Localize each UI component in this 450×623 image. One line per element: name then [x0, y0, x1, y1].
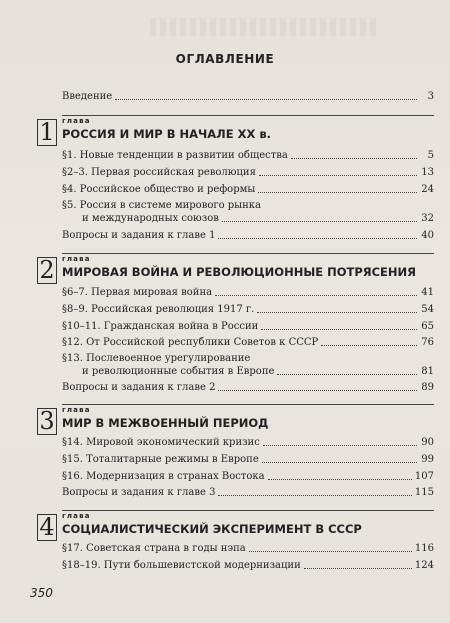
chapter-label: глава	[62, 117, 91, 125]
chapter-rule	[62, 404, 434, 405]
toc-entry-page: 13	[421, 167, 434, 178]
leader-dots	[258, 192, 417, 193]
toc-entry-page: 116	[414, 543, 434, 554]
leader-dots	[115, 99, 417, 100]
toc-entry-label: Вопросы и задания к главе 3	[62, 487, 216, 498]
toc-entry-label: §6–7. Первая мировая война	[62, 287, 213, 298]
leader-dots	[304, 568, 412, 569]
toc-entry-page: 41	[421, 287, 434, 298]
toc-entry-questions[interactable]	[62, 229, 434, 242]
leader-dots	[262, 462, 417, 463]
chapter-title: РОССИЯ И МИР В НАЧАЛЕ XX в.	[62, 127, 271, 141]
toc-entry-line-1: §5. Россия в системе мирового рынка	[62, 200, 262, 211]
toc-entry-label: §17. Советская страна в годы нэпа	[62, 543, 246, 554]
chapter-label: глава	[62, 512, 91, 520]
toc-entry-label: §14. Мировой экономический кризис	[62, 437, 260, 448]
toc-entry-label: Вопросы и задания к главе 1	[62, 230, 216, 241]
leader-dots	[218, 238, 417, 239]
chapter-label: глава	[62, 406, 91, 414]
toc-entry-page: 124	[414, 560, 434, 571]
leader-dots	[215, 295, 417, 296]
toc-entry-page: 65	[421, 321, 434, 332]
chapter-rule	[62, 115, 434, 116]
chapter-rule	[62, 510, 434, 511]
leader-dots	[218, 495, 411, 496]
leader-dots	[222, 221, 417, 222]
chapter-number-box: 4	[37, 514, 57, 541]
bleed-through-text	[150, 18, 380, 36]
toc-entry[interactable]	[62, 453, 434, 466]
toc-entry[interactable]	[62, 336, 434, 349]
chapter-rule	[62, 253, 434, 254]
toc-entry[interactable]	[62, 166, 434, 179]
chapter-title: СОЦИАЛИСТИЧЕСКИЙ ЭКСПЕРИМЕНТ В СССР	[62, 522, 362, 536]
toc-entry-page: 115	[414, 487, 434, 498]
toc-entry-label: §1. Новые тенденции в развитии общества	[62, 150, 288, 161]
toc-entry-label: §4. Российское общество и реформы	[62, 184, 256, 195]
toc-entry-page: 107	[414, 471, 434, 482]
toc-entry-label: и международных союзов	[82, 213, 219, 224]
toc-entry[interactable]	[62, 149, 434, 162]
toc-entry-label: §10–11. Гражданская война в России	[62, 321, 259, 332]
toc-entry-label: §16. Модернизация в странах Востока	[62, 471, 265, 482]
toc-entry-page: 32	[421, 213, 434, 224]
toc-entry-label: §8–9. Российская революция 1917 г.	[62, 304, 255, 315]
toc-entry-label: и революционные события в Европе	[82, 366, 275, 377]
chapter-number-box: 1	[37, 119, 57, 146]
toc-entry[interactable]	[62, 470, 434, 483]
leader-dots	[321, 345, 417, 346]
leader-dots	[263, 445, 417, 446]
toc-entry[interactable]	[62, 542, 434, 555]
toc-entry-questions[interactable]	[62, 486, 434, 499]
toc-entry[interactable]	[62, 320, 434, 333]
leader-dots	[249, 551, 412, 552]
toc-entry[interactable]	[62, 559, 434, 572]
leader-dots	[277, 374, 417, 375]
toc-entry-page: 24	[421, 184, 434, 195]
toc-entry[interactable]	[62, 286, 434, 299]
toc-entry[interactable]	[62, 183, 434, 196]
toc-entry-label: §12. От Российской республики Советов к СССР	[62, 337, 319, 348]
toc-entry-label: §18–19. Пути большевистской модернизации	[62, 560, 301, 571]
toc-entry-label: Вопросы и задания к главе 2	[62, 382, 216, 393]
toc-entry[interactable]	[82, 365, 434, 378]
toc-entry-page: 5	[427, 150, 434, 161]
toc-entry-page: 99	[421, 454, 434, 465]
leader-dots	[257, 312, 417, 313]
toc-entry-page: 76	[421, 337, 434, 348]
toc-entry[interactable]	[82, 212, 434, 225]
toc-entry[interactable]	[62, 303, 434, 316]
chapter-number-box: 3	[37, 408, 57, 435]
toc-entry-page: 89	[421, 382, 434, 393]
leader-dots	[261, 329, 417, 330]
leader-dots	[291, 158, 417, 159]
toc-entry-page: 54	[421, 304, 434, 315]
toc-entry-label: §15. Тоталитарные режимы в Европе	[62, 454, 259, 465]
toc-entry[interactable]	[62, 436, 434, 449]
toc-entry-page: 40	[421, 230, 434, 241]
page-number: 350	[30, 586, 53, 600]
toc-entry-page: 3	[427, 91, 434, 102]
toc-entry-questions[interactable]	[62, 381, 434, 394]
chapter-title: МИРОВАЯ ВОЙНА И РЕВОЛЮЦИОННЫЕ ПОТРЯСЕНИЯ	[62, 265, 417, 279]
toc-title: ОГЛАВЛЕНИЕ	[175, 52, 275, 66]
toc-entry-label: §2–3. Первая российская революция	[62, 167, 256, 178]
toc-entry-line-1: §13. Послевоенное урегулирование	[62, 353, 251, 364]
chapter-title: МИР В МЕЖВОЕННЫЙ ПЕРИОД	[62, 416, 269, 430]
chapter-label: глава	[62, 255, 91, 263]
toc-entry-page: 90	[421, 437, 434, 448]
leader-dots	[259, 175, 417, 176]
toc-entry-intro[interactable]	[62, 90, 434, 103]
chapter-number-box: 2	[37, 257, 57, 284]
toc-entry-page: 81	[421, 366, 434, 377]
leader-dots	[268, 479, 412, 480]
leader-dots	[218, 390, 417, 391]
toc-entry-label: Введение	[62, 91, 113, 102]
